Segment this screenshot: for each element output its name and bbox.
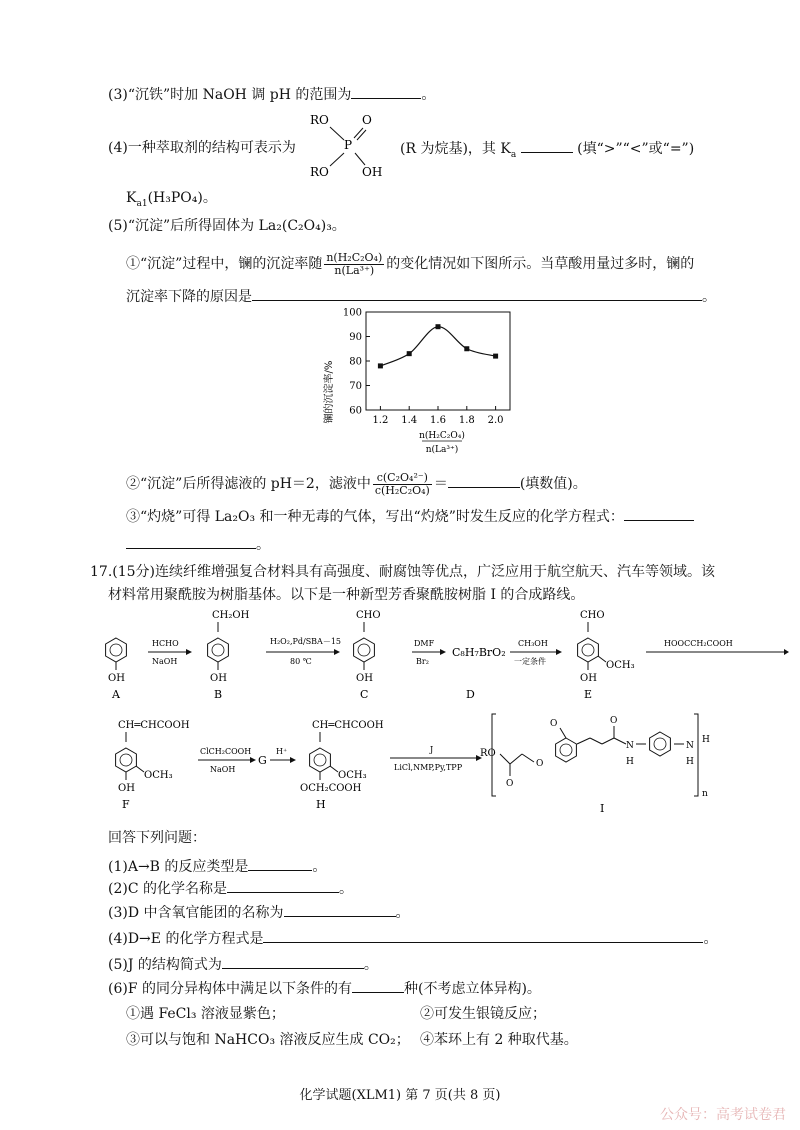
q16-part4-prefix: (4)一种萃取剂的结构可表示为 bbox=[108, 140, 296, 156]
data-point bbox=[378, 363, 383, 368]
answer-intro: 回答下列问题： bbox=[108, 830, 206, 846]
answer-blank[interactable] bbox=[352, 978, 404, 993]
ratio-fraction: $\frac{\text{n(H₂C₂O₄)}}{\text{n(La³⁺)}}$ bbox=[326, 250, 383, 277]
polymer-I-n2: N bbox=[686, 741, 694, 751]
compound-F-ring bbox=[116, 748, 137, 772]
polymer-I-ro: RO bbox=[480, 748, 496, 759]
answer-blank[interactable] bbox=[248, 856, 312, 871]
label-C: C bbox=[360, 688, 369, 701]
x-tick-label: 1.6 bbox=[430, 415, 446, 426]
reagent-7-top: H⁺ bbox=[276, 747, 288, 756]
condition-4: ④苯环上有 2 种取代基。 bbox=[420, 1032, 578, 1048]
q16-part5-1-line2: 沉淀率下降的原因是 。 bbox=[126, 286, 716, 307]
reagent-8-bottom: LiCl,NMP,Py,TPP bbox=[394, 763, 463, 772]
precipitation-chart bbox=[318, 306, 518, 460]
q16-part3-text: (3)“沉铁”时加 NaOH 调 pH 的范围为 bbox=[108, 87, 352, 103]
compound-F-chain: CH═CHCOOH bbox=[118, 720, 190, 731]
svg-text:OH: OH bbox=[362, 165, 383, 179]
polymer-I-h2: H bbox=[686, 757, 694, 767]
condition-1: ①遇 FeCl₃ 溶液显紫色； bbox=[126, 1006, 285, 1022]
svg-text:P: P bbox=[344, 138, 353, 152]
q17-sub5: (5)J 的结构简式为 。 bbox=[108, 954, 378, 975]
conc-fraction: $\frac{\text{c(C₂O₄²⁻)}}{\text{c(H₂C₂O₄)}}$ bbox=[374, 470, 430, 497]
reagent-4-top: CH₃OH bbox=[518, 639, 548, 648]
svg-text:O: O bbox=[362, 113, 372, 127]
answer-blank[interactable] bbox=[252, 286, 702, 301]
x-tick-label: 1.2 bbox=[372, 415, 389, 426]
y-tick-label: 100 bbox=[342, 307, 362, 319]
page-footer: 化学试题(XLM1) 第 7 页(共 8 页) bbox=[299, 1088, 501, 1103]
label-E: E bbox=[584, 688, 593, 701]
data-point bbox=[464, 346, 469, 351]
answer-blank[interactable] bbox=[284, 902, 396, 917]
q17-intro-line1: 17.(15分)连续纤维增强复合材料具有高强度、耐腐蚀等优点，广泛应用于航空航天、汽车等领域。该 bbox=[90, 564, 716, 580]
polymer-I-end-h: H bbox=[702, 735, 710, 745]
q16-part4-line2: $K_{a1}(H_3PO_4)$。 bbox=[126, 190, 217, 209]
watermark: 公众号：高考试卷君 bbox=[660, 1107, 786, 1123]
q16-part5-3-line2: 。 bbox=[126, 534, 270, 555]
compound-H-och3: OCH₃ bbox=[338, 770, 367, 781]
q16-part5: (5)“沉淀”后所得固体为 La₂(C₂O₄)₃。 bbox=[108, 218, 346, 234]
q16-part4-tail: (R 为烷基)，其 $K_a$ (填“>”“<”或“=”) bbox=[400, 138, 694, 165]
reagent-2-bottom: 80 ℃ bbox=[290, 657, 312, 666]
y-axis-label: 镧的沉淀率/% bbox=[324, 360, 335, 424]
q16-part3: (3)“沉铁”时加 NaOH 调 pH 的范围为 。 bbox=[108, 84, 435, 105]
compound-C-oh: OH bbox=[356, 673, 373, 684]
x-tick-label: 2.0 bbox=[487, 415, 504, 426]
q17-intro-line2: 材料常用聚酰胺为树脂基体。以下是一种新型芳香聚酰胺树脂 I 的合成路线。 bbox=[108, 587, 585, 603]
reagent-6-bottom: NaOH bbox=[210, 765, 236, 774]
reagent-8-top: J bbox=[430, 745, 434, 754]
condition-2: ②可发生银镜反应； bbox=[420, 1006, 546, 1022]
q17-sub2: (2)C 的化学名称是 。 bbox=[108, 878, 353, 899]
q17-sub6: (6)F 的同分异构体中满足以下条件的有 种(不考虑立体异构)。 bbox=[108, 978, 541, 999]
y-tick-label: 80 bbox=[349, 356, 362, 368]
polymer-I-carbonyl-o: O bbox=[506, 779, 514, 789]
compound-E-oh: OH bbox=[580, 673, 597, 684]
polymer-I-ring2 bbox=[650, 732, 671, 756]
answer-blank[interactable] bbox=[222, 954, 364, 969]
label-F: F bbox=[122, 798, 130, 811]
compound-A-oh: OH bbox=[108, 673, 125, 684]
x-tick-label: 1.8 bbox=[458, 415, 475, 426]
compound-E-ring bbox=[578, 638, 599, 662]
reagent-5-top: HOOCCH₂COOH bbox=[664, 639, 733, 648]
svg-text:RO: RO bbox=[310, 165, 329, 179]
x-axis-label-den: n(La³⁺) bbox=[425, 445, 459, 455]
synthesis-scheme bbox=[90, 604, 790, 824]
answer-blank[interactable] bbox=[448, 473, 520, 488]
q17-sub4: (4)D→E 的化学方程式是 。 bbox=[108, 928, 717, 949]
q17-sub3: (3)D 中含氧官能团的名称为 。 bbox=[108, 902, 410, 923]
y-tick-label: 60 bbox=[349, 405, 362, 417]
q16-part5-1: ①“沉淀”过程中，镧的沉淀率随 $\frac{\text{n(H₂C₂O₄)}}{\text{n(La³⁺)}}$ 的变化情况如下图所示。当草酸用量过多时，镧的 bbox=[126, 250, 695, 277]
compound-H-chain: CH═CHCOOH bbox=[312, 720, 384, 731]
x-axis-label-num: n(H₂C₂O₄) bbox=[419, 431, 465, 441]
answer-blank[interactable] bbox=[624, 506, 694, 521]
q16-part5-2: ②“沉淀”后所得滤液的 pH＝2，滤液中 $\frac{\text{c(C₂O₄²⁻)}}{\text{c(H₂C₂O₄)}}$ ＝ (填数值)。 bbox=[126, 470, 587, 497]
reagent-3-top: DMF bbox=[414, 639, 435, 648]
compound-E-cho: CHO bbox=[580, 610, 605, 621]
compound-E-och3: OCH₃ bbox=[606, 660, 635, 671]
y-tick-label: 70 bbox=[349, 381, 362, 392]
answer-blank[interactable] bbox=[227, 878, 339, 893]
polymer-I-n-subscript: n bbox=[702, 789, 708, 799]
polymer-I-amide-o: O bbox=[610, 716, 618, 726]
polymer-I-n1: N bbox=[626, 741, 634, 751]
compound-H-ring bbox=[310, 748, 331, 772]
data-point bbox=[407, 351, 412, 356]
label-A: A bbox=[112, 688, 120, 701]
svg-text:RO: RO bbox=[310, 113, 329, 127]
answer-blank[interactable] bbox=[263, 928, 703, 943]
compound-C-ring bbox=[354, 638, 375, 662]
polymer-I-h1: H bbox=[626, 757, 634, 767]
reagent-6-top: ClCH₂COOH bbox=[200, 747, 252, 756]
reagent-2-top: H₂O₂,Pd/SBA－15 bbox=[270, 637, 342, 646]
y-tick-label: 90 bbox=[349, 332, 362, 343]
polymer-I-ether-o: O bbox=[536, 759, 544, 769]
compound-H-sub: OCH₂COOH bbox=[300, 783, 362, 794]
polymer-I-methoxy-o: O bbox=[550, 719, 558, 729]
label-B: B bbox=[214, 688, 223, 701]
polymer-I-ring1 bbox=[556, 738, 577, 762]
answer-blank[interactable] bbox=[351, 84, 421, 99]
answer-blank[interactable] bbox=[521, 138, 573, 153]
compound-A-ring bbox=[106, 638, 127, 662]
label-D: D bbox=[466, 688, 475, 701]
data-point bbox=[436, 324, 441, 329]
compound-F-och3: OCH₃ bbox=[144, 770, 173, 781]
label-G: G bbox=[258, 754, 267, 767]
compound-F-oh: OH bbox=[118, 783, 135, 794]
compound-B-ring bbox=[208, 638, 229, 662]
reagent-4-bottom: 一定条件 bbox=[514, 657, 546, 666]
compound-D-formula: C₈H₇BrO₂ bbox=[452, 646, 506, 659]
label-I: I bbox=[600, 802, 605, 815]
condition-3: ③可以与饱和 NaHCO₃ 溶液反应生成 CO₂； bbox=[126, 1032, 410, 1048]
reagent-3-bottom: Br₂ bbox=[416, 657, 429, 666]
data-point bbox=[493, 354, 498, 359]
reagent-1-bottom: NaOH bbox=[152, 657, 178, 666]
compound-B-ch2oh: CH₂OH bbox=[212, 610, 250, 621]
x-tick-label: 1.4 bbox=[401, 415, 418, 426]
q16-part5-3: ③“灼烧”可得 La₂O₃ 和一种无毒的气体，写出“灼烧”时发生反应的化学方程式： bbox=[126, 506, 694, 527]
reagent-1-top: HCHO bbox=[152, 639, 179, 648]
label-H: H bbox=[316, 798, 326, 811]
series-line bbox=[380, 327, 495, 366]
compound-B-oh: OH bbox=[210, 673, 227, 684]
answer-blank[interactable] bbox=[126, 534, 256, 549]
extractant-structure bbox=[308, 108, 388, 188]
q17-sub1: (1)A→B 的反应类型是 。 bbox=[108, 856, 326, 877]
compound-C-cho: CHO bbox=[356, 610, 381, 621]
